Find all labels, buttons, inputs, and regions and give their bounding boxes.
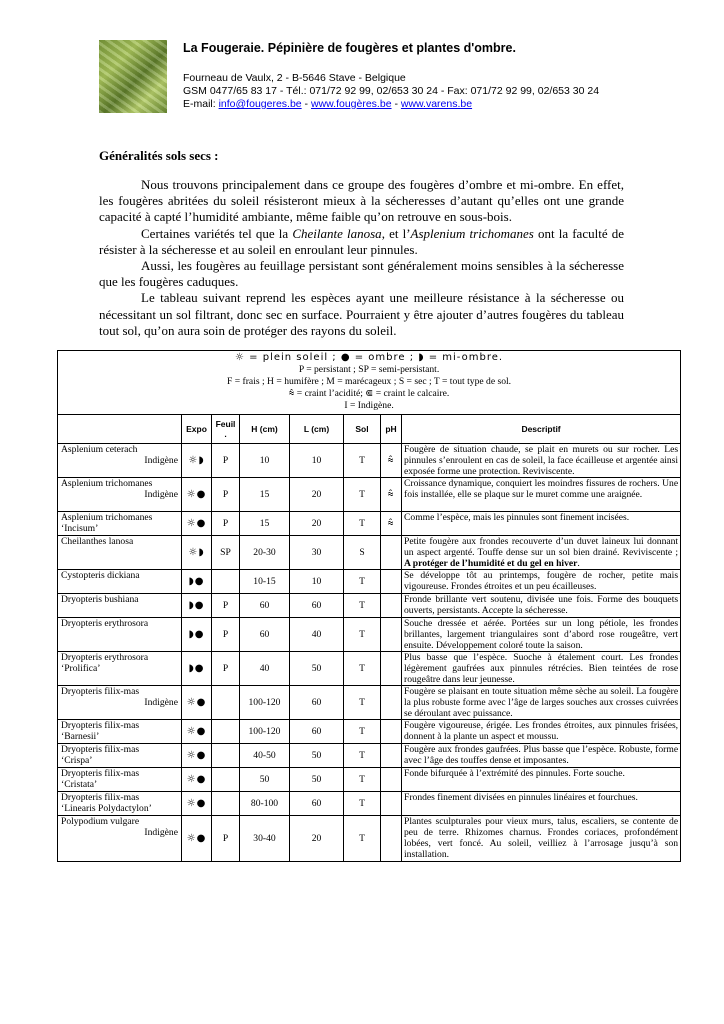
table-row	[58, 594, 681, 618]
height: 40	[240, 652, 290, 686]
species-name: Asplenium ceterach Indigène	[58, 444, 182, 478]
expo-icon: ☼◗	[182, 536, 212, 570]
ph-icon	[381, 570, 402, 594]
expo-icon: ◗●	[182, 570, 212, 594]
company-address: Fourneau de Vaulx, 2 - B-5646 Stave - Belgique	[183, 72, 406, 84]
soil: T	[344, 744, 381, 768]
soil: T	[344, 792, 381, 816]
width: 40	[290, 618, 344, 652]
height: 10-15	[240, 570, 290, 594]
species-name: Dryopteris filix-mas Indigène	[58, 686, 182, 720]
ph-icon	[381, 720, 402, 744]
expo-icon: ☼●	[182, 744, 212, 768]
description: Petite fougère aux frondes recouverte d’un duvet laineux lui donnant un aspect argenté. Touffe dense sur un sol bien drainé. Reviviscente ; A protéger de l’humidité et du gel en hiver.	[402, 536, 681, 570]
height: 60	[240, 618, 290, 652]
paragraph: Le tableau suivant reprend les espèces ayant une meilleure résistance à la sécheresse ou nécessitant un sol filtrant, donc sec en surface. Pourraient y être ajouter d’autres fougères du tableau tout sol, qu’on aura soin de protéger des rayons du soleil.	[99, 290, 624, 338]
feuil: P	[212, 512, 240, 536]
feuil	[212, 768, 240, 792]
ph-icon	[381, 686, 402, 720]
paragraph: Aussi, les fougères au feuillage persistant sont généralement moins sensibles à la sécheresse que les fougères caduques.	[99, 258, 624, 290]
description: Fronde brillante vert soutenu, divisée une fois. Forme des bouquets ouverts, persistants. Accepte la sécheresse.	[402, 594, 681, 618]
col-ph: pH	[381, 415, 402, 444]
table-row	[58, 444, 681, 478]
description: Frondes finement divisées en pinnules linéaires et fourchues.	[402, 792, 681, 816]
table-row	[58, 536, 681, 570]
description: Fonde bifurquée à l’extrémité des pinnules. Forte souche.	[402, 768, 681, 792]
width: 20	[290, 816, 344, 862]
expo-icon: ◗●	[182, 618, 212, 652]
width: 60	[290, 792, 344, 816]
letterhead	[183, 40, 599, 111]
cultivar: ‘Incisum’	[61, 523, 99, 534]
soil: T	[344, 444, 381, 478]
ph-icon	[381, 744, 402, 768]
col-feuil: Feuil .	[212, 415, 240, 444]
species-name: Cystopteris dickiana	[58, 570, 182, 594]
ph-icon: ⩯	[381, 444, 402, 478]
species-name: Asplenium trichomanes ‘Incisum’	[58, 512, 182, 536]
indigene-label: Indigène	[144, 697, 178, 708]
legend: ☼ = plein soleil ; ● = ombre ; ◗ = mi-ombre. P = persistant ; SP = semi-persistant. F = frais ; H = humifère ; M = marécageux ; S = sec ; T = tout type de sol. ⩯ = craint l’acidité; ⋐ = craint le calcaire. I = Indigène.	[58, 351, 681, 415]
ph-icon	[381, 618, 402, 652]
height: 100-120	[240, 686, 290, 720]
feuil: SP	[212, 536, 240, 570]
species-name: Asplenium trichomanes Indigène	[58, 478, 182, 512]
feuil	[212, 570, 240, 594]
table-row	[58, 652, 681, 686]
width: 60	[290, 594, 344, 618]
soil: T	[344, 686, 381, 720]
soil: T	[344, 594, 381, 618]
species-name: Polypodium vulgare Indigène	[58, 816, 182, 862]
width: 10	[290, 570, 344, 594]
soil: T	[344, 768, 381, 792]
email-link[interactable]: info@fougeres.be	[218, 98, 302, 110]
feuil	[212, 792, 240, 816]
expo-icon: ☼●	[182, 720, 212, 744]
indigene-label: Indigène	[144, 455, 178, 466]
website-link-varens[interactable]: www.varens.be	[400, 98, 473, 110]
description: Plus basse que l’espèce. Suoche à étalement court. Les frondes légèrement gaufrées aux pinnules rétrécies. Bien teintées de rose rougeâtre dans leur jeunesse.	[402, 652, 681, 686]
col-expo: Expo	[182, 415, 212, 444]
width: 60	[290, 720, 344, 744]
indigene-label: Indigène	[144, 489, 178, 500]
feuil: P	[212, 444, 240, 478]
species-name: Dryopteris filix-mas ‘Linearis Polydactylon’	[58, 792, 182, 816]
height: 60	[240, 594, 290, 618]
soil: T	[344, 720, 381, 744]
description: Plantes sculpturales pour vieux murs, talus, escaliers, se contente de peu de terre. Rhizomes charnus. Frondes coriaces, profondément lobées, vert foncé. Au soleil, veilliez à l’arrosage jusqu’à son installation.	[402, 816, 681, 862]
height: 15	[240, 512, 290, 536]
expo-icon: ☼●	[182, 686, 212, 720]
ph-icon	[381, 768, 402, 792]
company-title: La Fougeraie. Pépinière de fougères et plantes d'ombre.	[183, 41, 516, 55]
ph-icon	[381, 792, 402, 816]
ph-icon	[381, 536, 402, 570]
expo-icon: ☼●	[182, 816, 212, 862]
feuil: P	[212, 618, 240, 652]
expo-icon: ◗●	[182, 594, 212, 618]
description: Souche dressée et aérée. Portées sur un long pétiole, les frondes brillantes, largement triangulaires sont d’abord rose rougeâtre, vert ensuite. Développement coloré toute la saison.	[402, 618, 681, 652]
feuil: P	[212, 652, 240, 686]
soil: T	[344, 618, 381, 652]
species-name: Dryopteris filix-mas ‘Cristata’	[58, 768, 182, 792]
description: Se développe tôt au printemps, fougère de rocher, petite mais vigoureuse. Frondes étroites et un peu écailleuses.	[402, 570, 681, 594]
ph-icon	[381, 594, 402, 618]
table-row	[58, 478, 681, 512]
description: Fougère de situation chaude, se plait en murets ou sur rocher. Les pinnules s’enroulent en cas de soleil, la face écailleuse et argentée ainsi exposée forme une protection. Reviviscente.	[402, 444, 681, 478]
cultivar: ‘Prolifica’	[61, 663, 101, 674]
feuil	[212, 686, 240, 720]
feuil: P	[212, 478, 240, 512]
ph-icon	[381, 652, 402, 686]
width: 50	[290, 744, 344, 768]
paragraph: Certaines variétés tel que la Cheilante lanosa, et l’Asplenium trichomanes ont la faculté de résister à la sécheresse et au soleil en enroulant leur pinnules.	[99, 225, 624, 257]
table-row	[58, 792, 681, 816]
soil: T	[344, 652, 381, 686]
height: 100-120	[240, 720, 290, 744]
expo-icon: ☼●	[182, 512, 212, 536]
soil: T	[344, 816, 381, 862]
width: 60	[290, 686, 344, 720]
width: 30	[290, 536, 344, 570]
intro-text	[99, 177, 624, 339]
cultivar: ‘Barnesii’	[61, 731, 100, 742]
width: 20	[290, 512, 344, 536]
warning-text: A protéger de l’humidité et du gel en hiver	[404, 558, 578, 569]
cultivar: ‘Cristata’	[61, 779, 98, 790]
ph-icon: ⩯	[381, 512, 402, 536]
table-row	[58, 570, 681, 594]
ph-icon	[381, 816, 402, 862]
indigene-label: Indigène	[144, 827, 178, 838]
col-descriptif: Descriptif	[402, 415, 681, 444]
height: 10	[240, 444, 290, 478]
description: Fougère aux frondes gaufrées. Plus basse que l’espèce. Robuste, forme avec l’âge des touffes dense et imposantes.	[402, 744, 681, 768]
height: 20-30	[240, 536, 290, 570]
header-row	[58, 415, 681, 444]
soil: S	[344, 536, 381, 570]
expo-icon: ☼●	[182, 792, 212, 816]
cultivar: ‘Linearis Polydactylon’	[61, 803, 152, 814]
expo-icon: ◗●	[182, 652, 212, 686]
height: 40-50	[240, 744, 290, 768]
col-l: L (cm)	[290, 415, 344, 444]
width: 50	[290, 652, 344, 686]
col-h: H (cm)	[240, 415, 290, 444]
soil: T	[344, 478, 381, 512]
section-title: Généralités sols secs :	[99, 148, 219, 163]
soil: T	[344, 512, 381, 536]
expo-icon: ☼◗	[182, 444, 212, 478]
company-contacts: E-mail: info@fougeres.be - www.fougères.be - www.varens.be	[183, 98, 473, 110]
expo-icon: ☼●	[182, 478, 212, 512]
species-name: Dryopteris filix-mas ‘Crispa’	[58, 744, 182, 768]
species-name: Dryopteris erythrosora ‘Prolifica’	[58, 652, 182, 686]
table-row	[58, 618, 681, 652]
description: Fougère vigoureuse, érigée. Les frondes étroites, aux pinnules frisées, donnent à la plante un aspect et moussu.	[402, 720, 681, 744]
nursery-logo-photo	[99, 40, 167, 113]
expo-icon: ☼●	[182, 768, 212, 792]
height: 80-100	[240, 792, 290, 816]
ferns-table	[57, 350, 681, 862]
height: 30-40	[240, 816, 290, 862]
ph-icon: ⩯	[381, 478, 402, 512]
table-row	[58, 686, 681, 720]
species-name: Cheilanthes lanosa	[58, 536, 182, 570]
description: Croissance dynamique, conquiert les moindres fissures de rochers. Une fois installée, elle se plaque sur le muret comme une araignée.	[402, 478, 681, 512]
company-phones: GSM 0477/65 83 17 - Tél.: 071/72 92 99, 02/653 30 24 - Fax: 071/72 92 99, 02/653 30 24	[183, 85, 600, 97]
cultivar: ‘Crispa’	[61, 755, 93, 766]
paragraph: Nous trouvons principalement dans ce groupe des fougères d’ombre et mi-ombre. En effet, les fougères abritées du soleil résisteront mieux à la sécheresses d’autant qu’elles ont une grande capacité à capté l’humidité ambiante, même faible qu’on retrouve en sous-bois.	[99, 177, 624, 225]
table-row	[58, 744, 681, 768]
species-name: Dryopteris bushiana	[58, 594, 182, 618]
width: 10	[290, 444, 344, 478]
website-link-fougeres[interactable]: www.fougères.be	[310, 98, 392, 110]
table-row	[58, 720, 681, 744]
species-name: Dryopteris filix-mas ‘Barnesii’	[58, 720, 182, 744]
description: Fougère se plaisant en toute situation même sèche au soleil. La fougère la plus robuste forme avec l’âge de larges souches aux crosses cuivrées se déroulant avec puissance.	[402, 686, 681, 720]
height: 15	[240, 478, 290, 512]
table-row	[58, 768, 681, 792]
height: 50	[240, 768, 290, 792]
feuil: P	[212, 816, 240, 862]
table-row	[58, 816, 681, 862]
width: 20	[290, 478, 344, 512]
feuil	[212, 720, 240, 744]
soil: T	[344, 570, 381, 594]
description: Comme l’espèce, mais les pinnules sont finement incisées.	[402, 512, 681, 536]
species-name: Dryopteris erythrosora	[58, 618, 182, 652]
feuil	[212, 744, 240, 768]
legend-row	[58, 351, 681, 415]
col-sol: Sol	[344, 415, 381, 444]
width: 50	[290, 768, 344, 792]
feuil: P	[212, 594, 240, 618]
table-row	[58, 512, 681, 536]
